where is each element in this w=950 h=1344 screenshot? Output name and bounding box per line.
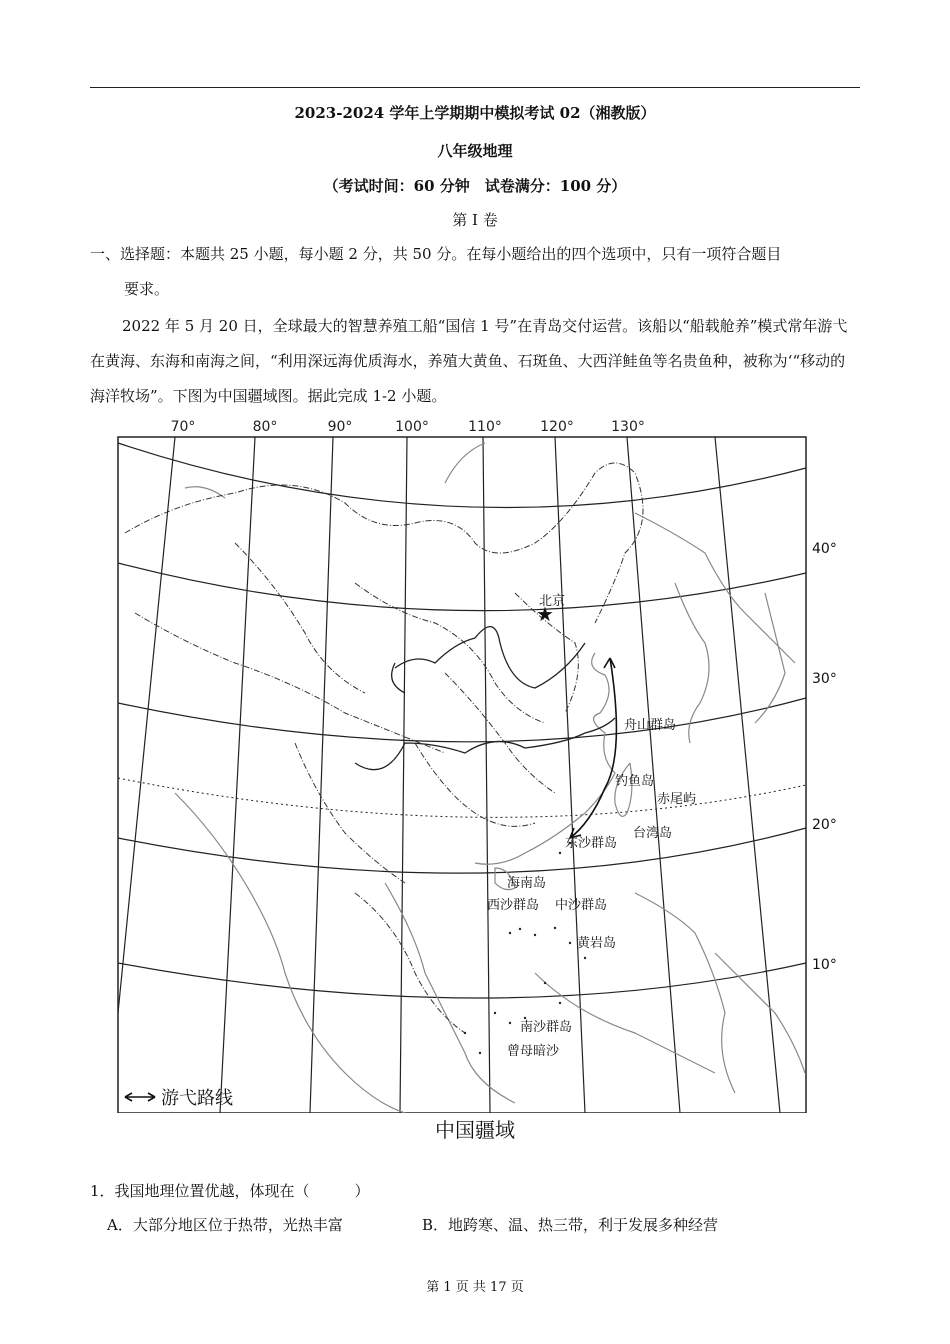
borders xyxy=(125,463,643,1033)
legend xyxy=(125,1088,233,1109)
label-huangyan: 黄岩岛 xyxy=(577,936,617,951)
option-b[interactable]: B．地跨寒、温、热三带，利于发展多种经营 xyxy=(422,1216,719,1234)
header-rule xyxy=(90,87,860,88)
label-zhongsha: 中沙群岛 xyxy=(555,898,608,913)
section-intro xyxy=(90,237,860,307)
page-footer: 第 1 页 共 17 页 xyxy=(426,1280,524,1295)
volume-label: 第 I 卷 xyxy=(452,211,498,229)
label-dongsha: 东沙群岛 xyxy=(565,836,618,851)
question-1-options xyxy=(107,1214,867,1235)
lon-label-90: 90° xyxy=(327,419,353,435)
lat-label-10-text: 10° xyxy=(812,957,837,973)
lon-line-100 xyxy=(400,437,407,1113)
map-title: 中国疆域 xyxy=(435,1118,515,1142)
exam-time-info: （考试时间：60 分钟 试卷满分：100 分） xyxy=(323,177,627,195)
latitude-lines xyxy=(118,443,806,998)
lon-label-130: 130° xyxy=(611,419,645,435)
lon-label-110: 110° xyxy=(468,419,502,435)
tropic-line xyxy=(118,778,806,817)
lon-line-120 xyxy=(555,437,585,1113)
label-nansha: 南沙群岛 xyxy=(520,1020,573,1035)
option-a[interactable]: A．大部分地区位于热带，光热丰富 xyxy=(107,1216,343,1234)
map-frame xyxy=(118,437,806,1113)
lat-label-40-text: 40° xyxy=(812,541,837,557)
label-taiwan: 台湾岛 xyxy=(633,826,673,841)
exam-title: 2023-2024 学年上学期期中模拟考试 02（湘教版） xyxy=(294,104,656,122)
china-territory-map xyxy=(115,413,807,1113)
question-1-stem: 1．我国地理位置优越，体现在（ ） xyxy=(90,1182,370,1200)
label-zhoushan: 舟山群岛 xyxy=(624,718,677,733)
beijing-star-icon: ★ xyxy=(536,602,554,626)
cruise-route xyxy=(570,658,616,838)
lat-line-30 xyxy=(118,698,806,742)
lat-line-10 xyxy=(118,963,806,998)
coastlines xyxy=(175,443,805,1113)
lon-label-100: 100° xyxy=(395,419,429,435)
label-diaoyu: 钓鱼岛 xyxy=(615,774,655,789)
lat-line-20 xyxy=(118,828,806,873)
subject-title: 八年级地理 xyxy=(437,142,513,160)
section-intro-line1: 一、选择题：本题共 25 小题，每小题 2 分，共 50 分。在每小题给出的四个选项中，只有一项符合题目 xyxy=(90,245,782,263)
lon-label-70: 70° xyxy=(170,419,196,435)
label-beijing: 北京 xyxy=(539,594,566,609)
lat-label-30-text: 30° xyxy=(812,671,837,687)
label-hainan: 海南岛 xyxy=(507,876,547,891)
passage: 2022 年 5 月 20 日，全球最大的智慧养殖工船“国信 1 号”在青岛交付运营。该船以“船载舱养”模式常年游弋在黄海、东海和南海之间，“利用深远海优质海水，养殖大黄鱼、石斑鱼、大西洋鲑鱼等名贵鱼种，被称为‘“移动的海洋牧场”。下图为中国疆域图。据此完成 1-2 小题。 xyxy=(90,317,848,405)
lon-line-80 xyxy=(220,437,255,1113)
lon-line-70 xyxy=(118,437,175,1013)
legend-label: 游弋路线 xyxy=(161,1088,233,1109)
label-zengmu: 曾母暗沙 xyxy=(507,1044,560,1059)
lon-label-80: 80° xyxy=(252,419,278,435)
section-intro-line2: 要求。 xyxy=(124,280,170,298)
lat-line-40 xyxy=(118,563,806,611)
label-xisha: 西沙群岛 xyxy=(487,898,540,913)
lon-line-90 xyxy=(310,437,333,1113)
lon-line-110 xyxy=(483,437,490,1113)
label-chiwei: 赤尾屿 xyxy=(657,792,697,807)
lon-label-120: 120° xyxy=(540,419,574,435)
lat-label-20-text: 20° xyxy=(812,817,837,833)
